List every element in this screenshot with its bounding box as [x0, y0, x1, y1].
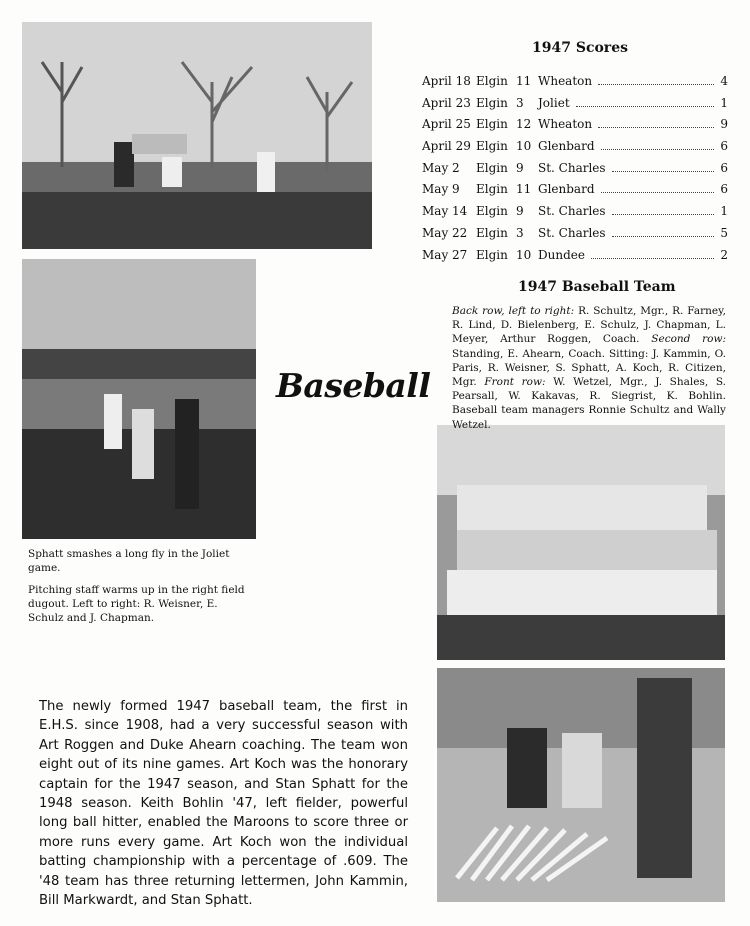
elgin-score: 10 [516, 139, 532, 154]
opponent-name: St. Charles [538, 225, 606, 240]
game-date: April 29 [422, 139, 471, 154]
elgin-score: 9 [516, 160, 524, 175]
opponent-name: Wheaton [538, 74, 593, 88]
dot-leader [601, 192, 714, 193]
home-team: Elgin [476, 74, 508, 88]
game-date: May 2 [422, 160, 460, 175]
team-title: 1947 Baseball Team [518, 279, 676, 295]
game-date: May 22 [422, 225, 468, 240]
elgin-score: 11 [516, 182, 532, 197]
dot-leader [598, 84, 714, 85]
dot-leader [591, 258, 714, 259]
opponent-name: Dundee [538, 247, 585, 262]
batting-caption: Sphatt smashes a long fly in the Joliet game. [28, 548, 230, 574]
opponent-cell [538, 74, 718, 88]
home-team: Elgin [476, 160, 508, 175]
opponent-name: Glenbard [538, 182, 595, 197]
team-roster [452, 304, 726, 432]
home-team: Elgin [476, 139, 508, 154]
elgin-score: 3 [516, 225, 524, 240]
opponent-score: 1 [720, 204, 728, 219]
score-row [422, 117, 728, 139]
opponent-cell [538, 226, 718, 240]
opponent-score: 5 [720, 225, 728, 240]
opponent-name: St. Charles [538, 204, 606, 219]
page-title: Baseball [276, 366, 431, 405]
opponent-cell [538, 117, 718, 131]
elgin-score: 9 [516, 204, 524, 219]
elgin-score: 10 [516, 247, 532, 262]
score-row [422, 226, 728, 248]
scores-table [422, 74, 728, 269]
home-team: Elgin [476, 247, 508, 262]
back-row-label: Back row, left to right: [452, 305, 575, 317]
front-row-label: Front row: [484, 376, 546, 389]
opponent-score: 2 [720, 247, 728, 262]
home-team: Elgin [476, 95, 508, 110]
game-date: May 9 [422, 182, 460, 197]
opponent-cell [538, 204, 718, 218]
dot-leader [612, 171, 714, 172]
score-row [422, 248, 728, 270]
dot-leader [612, 214, 714, 215]
game-date: April 25 [422, 117, 471, 132]
score-row [422, 96, 728, 118]
opponent-cell [538, 182, 718, 196]
opponent-name: Glenbard [538, 139, 595, 154]
opponent-cell [538, 96, 718, 110]
score-row [422, 74, 728, 96]
game-date: April 23 [422, 95, 471, 110]
opponent-name: Wheaton [538, 117, 593, 132]
opponent-score: 6 [720, 139, 728, 154]
dot-leader [576, 106, 714, 107]
scores-title: 1947 Scores [532, 40, 628, 56]
opponent-score: 4 [720, 74, 728, 88]
game-date: April 18 [422, 74, 471, 88]
opponent-score: 9 [720, 117, 728, 132]
game-date: May 27 [422, 247, 468, 262]
pitching-staff-photo [22, 259, 256, 539]
season-story: The newly formed 1947 baseball team, the first in E.H.S. since 1908, had a very successful season with Art Roggen and Duke Ahearn coaching. The team won eight out of its nine games. Art Koch was the honorary captain for the 1947 season, and Stan Sphatt for the 1948 season. Keith Bohlin '47, left fielder, powerful long ball hitter, enabled the Maroons to score three or more runs every game. Art Koch won the individual batting championship with a percentage of .609. The '48 team has three returning lettermen, John Kammin, Bill Markwardt, and Stan Sphatt. [39, 699, 408, 909]
home-team: Elgin [476, 204, 508, 219]
home-team: Elgin [476, 117, 508, 132]
score-row [422, 182, 728, 204]
opponent-cell [538, 161, 718, 175]
elgin-score: 3 [516, 95, 524, 110]
team-photo [437, 425, 725, 660]
second-row-text: Standing, E. Ahearn, Coach. Sitting: J. Kammin, O. Paris, R. Weisner, S. Sphatt, A. Koch, R. Citizen, Mgr. [452, 347, 726, 389]
opponent-score: 1 [720, 95, 728, 110]
elgin-score: 12 [516, 117, 532, 132]
batting-photo [22, 22, 372, 249]
opponent-cell [538, 248, 718, 262]
score-row [422, 139, 728, 161]
elgin-score: 11 [516, 74, 532, 88]
pitching-caption: Pitching staff warms up in the right field dugout. Left to right: R. Weisner, E. Schulz and J. Chapman. [28, 584, 245, 624]
opponent-score: 6 [720, 160, 728, 175]
score-row [422, 161, 728, 183]
dot-leader [598, 127, 714, 128]
score-row [422, 204, 728, 226]
second-row-label: Second row: [651, 333, 726, 346]
opponent-cell [538, 139, 718, 153]
home-team: Elgin [476, 225, 508, 240]
opponent-name: Joliet [538, 95, 570, 110]
dot-leader [601, 149, 714, 150]
opponent-score: 6 [720, 182, 728, 197]
bats-photo [437, 668, 725, 902]
game-date: May 14 [422, 204, 468, 219]
opponent-name: St. Charles [538, 160, 606, 175]
front-row-text: W. Wetzel, Mgr., J. Shales, S. Pearsall, W. Kakavas, R. Siegrist, K. Bohlin. Baseball team managers Ronnie Schultz and Wally Wetzel. [452, 376, 726, 431]
dot-leader [612, 236, 714, 237]
back-row-text: R. Schultz, Mgr., R. Farney, R. Lind, D. Bielenberg, E. Schulz, J. Chapman, L. Meyer, Arthur Roggen, Coach. [452, 305, 726, 346]
home-team: Elgin [476, 182, 508, 197]
